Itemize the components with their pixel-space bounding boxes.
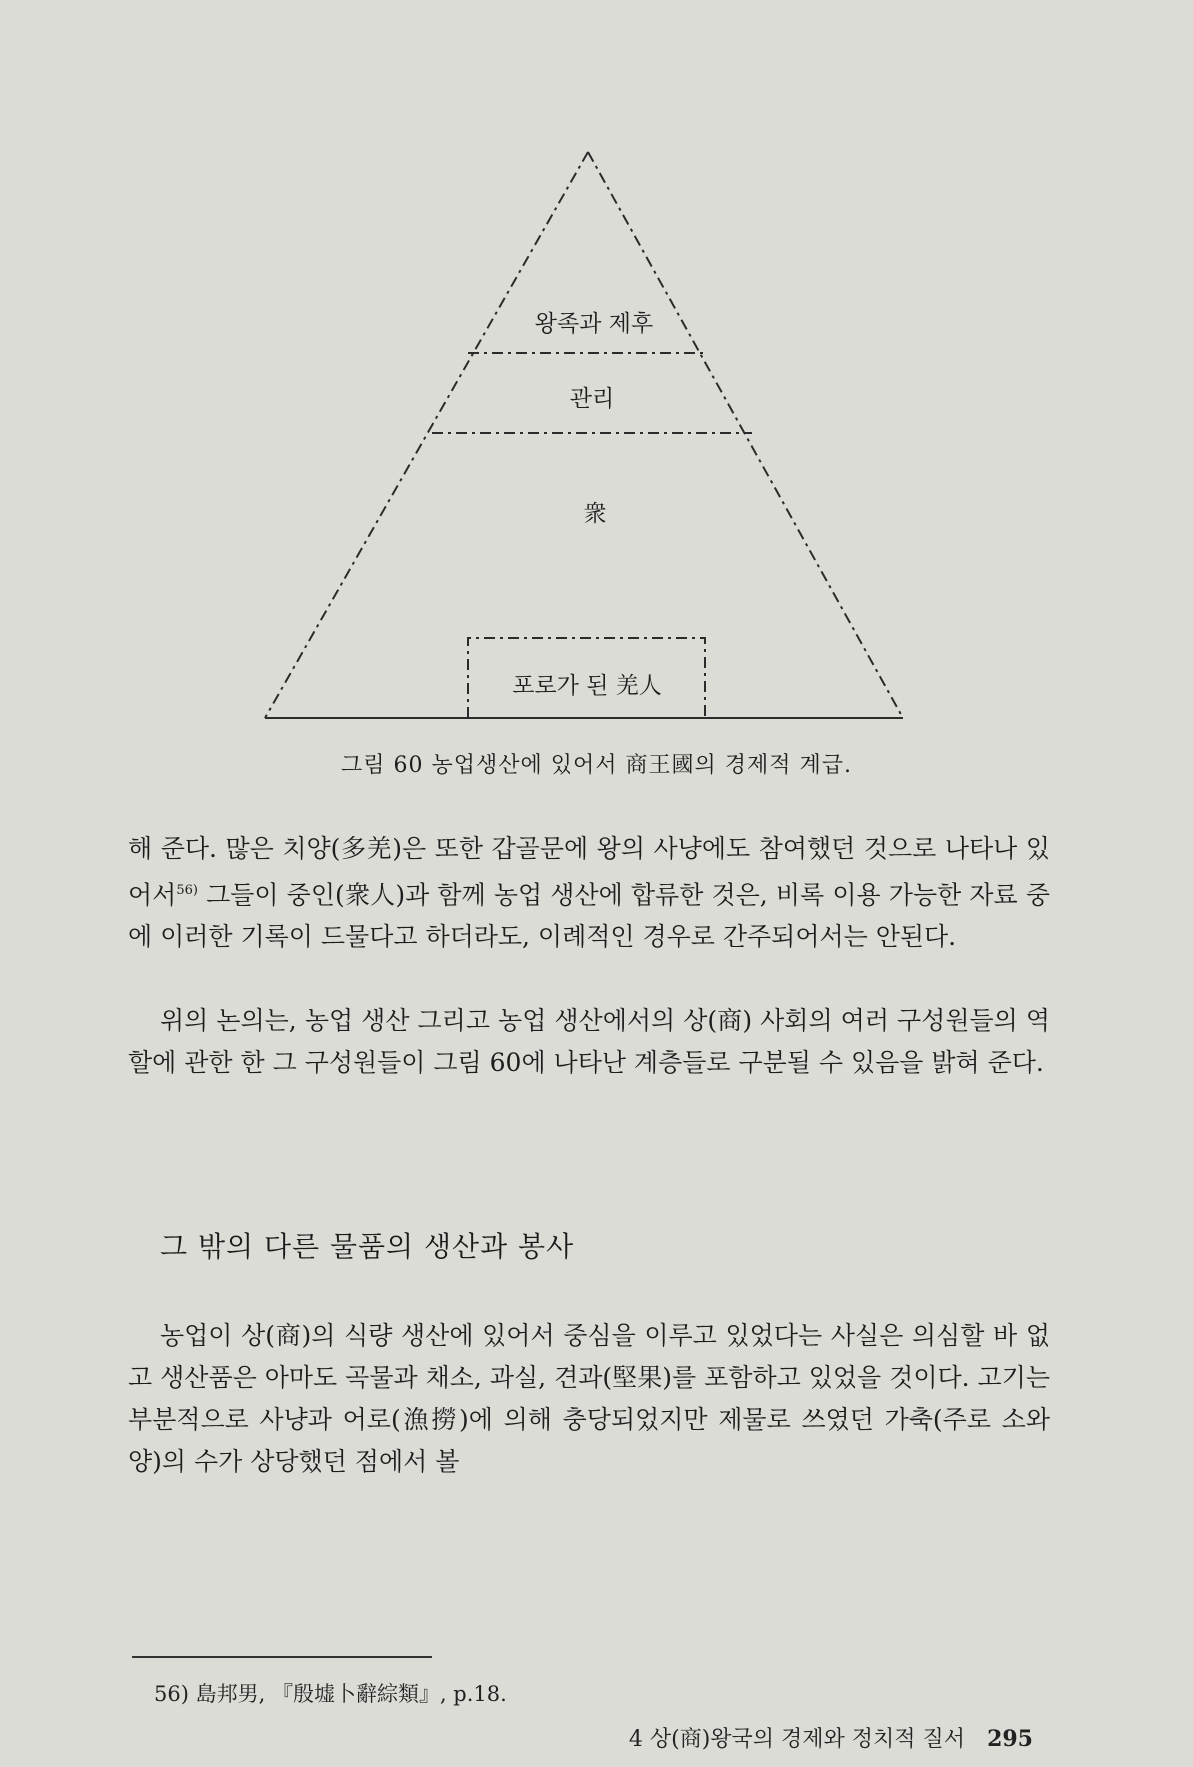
paragraph-1 <box>128 828 1050 958</box>
running-footer <box>629 1722 1033 1753</box>
layer-royalty-label: 왕족과 제후 <box>534 311 654 337</box>
social-pyramid-diagram <box>0 0 1193 720</box>
section-heading: 그 밖의 다른 물품의 생산과 봉사 <box>160 1230 575 1263</box>
running-footer-title: 4 상(商)왕국의 경제와 정치적 질서 <box>628 1727 966 1752</box>
paragraph-2: 위의 논의는, 농업 생산 그리고 농업 생산에서의 상(商) 사회의 여러 구성원들의 역할에 관한 한 그 구성원들이 그림 60에 나타난 계층들로 구분될 수 있음을 밝혀 준다. <box>128 1006 1050 1077</box>
footnote-ref-56: 56) <box>176 883 198 898</box>
footnote-56: 56) 島邦男, 『殷墟卜辭綜類』, p.18. <box>154 1682 507 1706</box>
layer-officials-label: 관리 <box>569 386 615 412</box>
layer-captives-label: 포로가 된 羌人 <box>512 673 662 699</box>
footnote-rule <box>132 1656 432 1658</box>
paragraph-1-text-a: 해 준다. 많은 치양(多羌)은 또한 갑골문에 왕의 사냥에도 참여했던 것으로 나타나 있어서 <box>128 834 1050 910</box>
figure-caption: 그림 60 농업생산에 있어서 商王國의 경제적 계급. <box>341 753 852 778</box>
pyramid-left-edge <box>265 152 588 718</box>
pyramid-svg <box>0 0 1193 720</box>
paragraph-3: 농업이 상(商)의 식량 생산에 있어서 중심을 이루고 있었다는 사실은 의심할 바 없고 생산품은 아마도 곡물과 채소, 과실, 견과(堅果)를 포함하고 있었을 것이다. 고기는 부분적으로 사냥과 어로(漁撈)에 의해 충당되었지만 제물로 쓰였던 가축(주로 소와 양)의 수가 상당했던 점에서 볼 <box>128 1321 1050 1476</box>
layer-commoners-label: 衆 <box>583 501 607 527</box>
pyramid-right-edge <box>588 152 903 718</box>
paragraph-1-text-b: 그들이 중인(衆人)과 함께 농업 생산에 합류한 것은, 비록 이용 가능한 자료 중에 이러한 기록이 드물다고 하더라도, 이례적인 경우로 간주되어서는 안된다. <box>128 880 1050 952</box>
page-number: 295 <box>987 1726 1033 1752</box>
